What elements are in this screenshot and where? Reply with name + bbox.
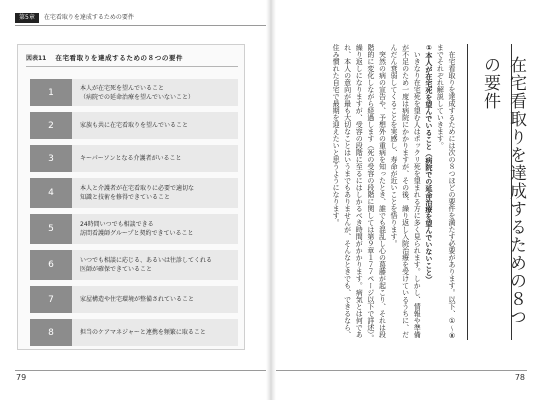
requirement-item bbox=[30, 286, 238, 313]
requirement-text: 本人と介護者が在宅看取りに必要で適切な 知識と技術を修得できていること bbox=[80, 185, 195, 201]
requirement-number: 6 bbox=[30, 250, 72, 280]
figure-box bbox=[17, 44, 245, 350]
requirement-number: 3 bbox=[30, 145, 72, 172]
footer-rule bbox=[275, 370, 527, 371]
book-gutter bbox=[266, 0, 276, 400]
requirement-item bbox=[30, 250, 238, 280]
header-rule bbox=[15, 25, 266, 26]
requirement-text: いつでも相談に応じる、あるいは往診してくれる 医師が確保できていること bbox=[80, 257, 213, 273]
figure-title-row bbox=[26, 50, 238, 64]
figure-title-rule bbox=[26, 66, 238, 67]
body-paragraph: いきなり在宅死を望む人はポックリ死を望まれる方に多く見られます。しかし、情報や準備が不足のため一度は病院にかかりますが、その後、繰り返し入院治療を受けているうちに、だんだん衰弱してくることを実感し、寿命が近いことを悟ります。 bbox=[390, 44, 422, 338]
body-paragraph: 突然の病の宣告や、予想外の重病を知ったとき、誰でも混乱し心の葛藤が起こり、それは段階的に変化しながら経過します（死の受容の段階に関しては第９章１７７ページ以下で詳述）。繰り返しになりますが、受容の段階に至るにはしかるべき時間がかかります。病気とは何であれ、本人の意向が最も大切なことはいうまでもありませんが、そんなときでも、できるなら、住み慣れた自宅で最期を迎えたいと思うようになります。 bbox=[332, 44, 387, 342]
requirement-number: 2 bbox=[30, 112, 72, 139]
body-text bbox=[295, 44, 457, 344]
requirement-item bbox=[30, 178, 238, 208]
chapter-title: 在宅看取りを達成するための要件 bbox=[43, 14, 134, 21]
requirement-text: キーパーソンとなる介護者がいること bbox=[80, 155, 182, 162]
subsection-heading: ①本人が在宅死を望んでいること（病院での延命治療を望んでいないこと） bbox=[424, 44, 433, 283]
left-page bbox=[0, 0, 271, 400]
requirement-number: 5 bbox=[30, 214, 72, 244]
requirement-number: 7 bbox=[30, 286, 72, 313]
requirement-text: 家族も共に在宅看取りを望んでいること bbox=[80, 122, 189, 129]
chapter-header bbox=[0, 12, 134, 24]
requirement-number: 8 bbox=[30, 319, 72, 346]
requirement-text: 24時間いつでも相談できる 訪問看護師グループと契約できていること bbox=[80, 221, 194, 237]
intro-paragraph: 在宅看取りを達成するためには次の８つほどの要件を満たす必要があります。以下、①〜⑧までそれぞれ解説していきます。 bbox=[436, 44, 456, 340]
footer-rule bbox=[15, 370, 266, 371]
requirement-item bbox=[30, 112, 238, 139]
section-title-box bbox=[467, 44, 526, 340]
requirement-item bbox=[30, 319, 238, 346]
requirement-item bbox=[30, 214, 238, 244]
chapter-tag: 第5章 bbox=[15, 13, 39, 23]
right-page bbox=[271, 0, 543, 400]
requirement-list bbox=[30, 79, 238, 352]
requirement-number: 1 bbox=[30, 79, 72, 106]
requirement-number: 4 bbox=[30, 178, 72, 208]
requirement-text: 家屋構造や住宅環境が整備されていること bbox=[80, 296, 195, 303]
requirement-text: 担当のケアマネジャーと連携を頻繁に取ること bbox=[80, 329, 206, 336]
page-number: 78 bbox=[514, 373, 525, 382]
section-title: 在宅看取りを達成するための８つの要件 bbox=[480, 56, 526, 326]
figure-title: 在宅看取りを達成するための８つの要件 bbox=[55, 53, 184, 62]
requirement-item bbox=[30, 145, 238, 172]
requirement-item bbox=[30, 79, 238, 106]
requirement-text: 本人が在宅死を望んでいること （病院での延命治療を望んでいないこと） bbox=[80, 84, 195, 101]
figure-number: 図表11 bbox=[26, 54, 47, 62]
page-number: 79 bbox=[16, 373, 27, 382]
